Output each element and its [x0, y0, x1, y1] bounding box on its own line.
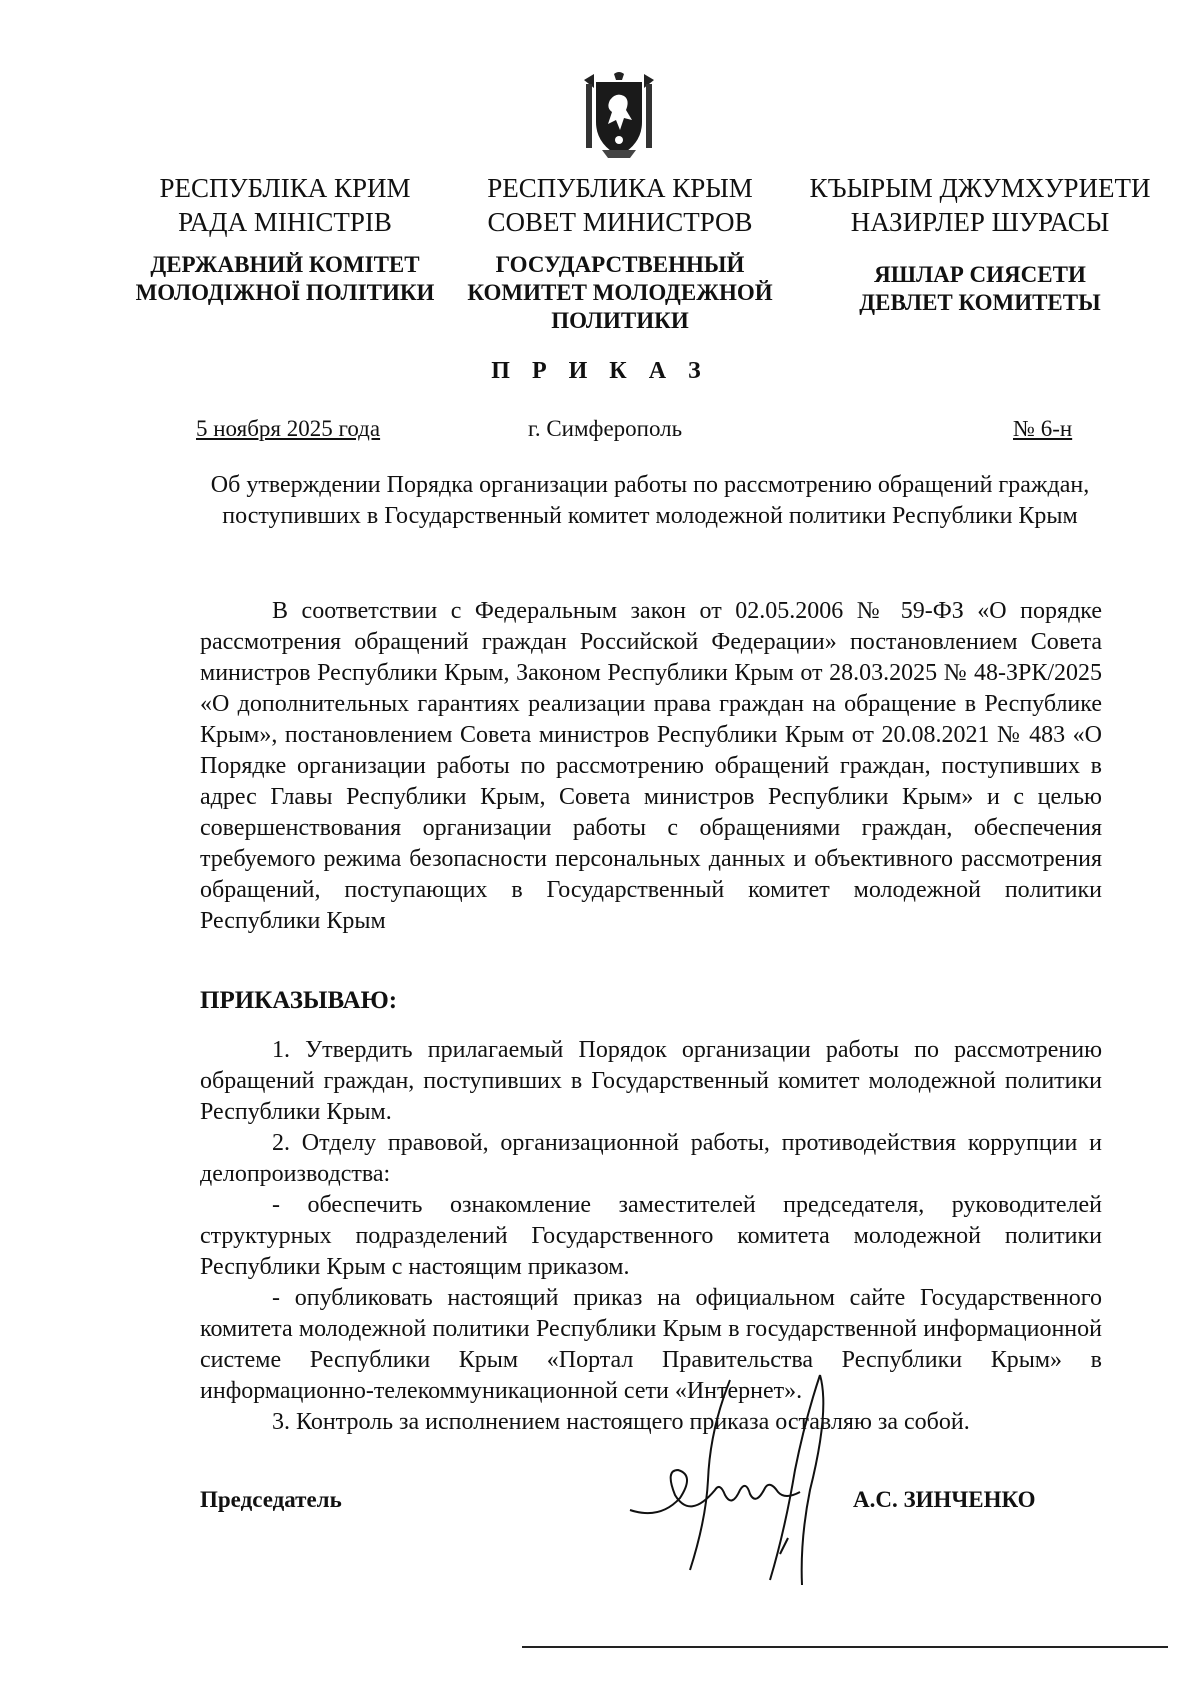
order-item: 3. Контроль за исполнением настоящего приказа оставляю за собой.: [272, 1409, 970, 1435]
header-column-ru: [455, 171, 785, 335]
document-date: 5 ноября 2025 года: [196, 416, 381, 441]
handwritten-signature-icon: [620, 1370, 880, 1600]
document-subject: Об утверждении Порядка организации работы по рассмотрению обращений граждан, поступивших в Государственный комитет молодежной политики Республики Крым: [210, 472, 1090, 529]
signer-name: А.С. ЗИНЧЕНКО: [853, 1487, 1036, 1512]
document-city: г. Симферополь: [528, 416, 683, 441]
header-column-ua: [120, 171, 450, 307]
preamble-text: В соответствии с Федеральным закон от 02.05.2006 № 59-ФЗ «О порядке рассмотрения обращений граждан Российской Федерации» постановлением Совета министров Республики Крым, Законом Республики Крым от 28.03.2025 № 48-ЗРК/2025 «О дополнительных гарантиях реализации права граждан на обращение в Республике Крым», постановлением Совета министров Республики Крым от 20.08.2021 № 483 «О Порядке организации работы по рассмотрению обращений граждан, поступивших в адрес Главы Республики Крым, Совета министров Республики Крым» и с целью совершенствования организации работы с обращениями граждан, обеспечения требуемого режима безопасности персональных данных и объективного рассмотрения обращений, поступающих в Государственный комитет молодежной политики Республики Крым: [200, 598, 1102, 934]
agency-name-ru: ГОСУДАРСТВЕННЫЙ КОМИТЕТ МОЛОДЕЖНОЙ ПОЛИТИКИ: [467, 252, 773, 333]
signer-title: Председатель: [200, 1487, 342, 1512]
header-column-crh: [790, 171, 1170, 317]
crimea-coat-of-arms-icon: [580, 70, 658, 162]
preamble-paragraph: [200, 596, 1102, 937]
agency-name-crh: ЯШЛАР СИЯСЕТИ ДЕВЛЕТ КОМИТЕТЫ: [859, 262, 1101, 315]
document-type-title: П Р И К А З: [491, 358, 709, 384]
order-subitem: - обеспечить ознакомление заместителей председателя, руководителей структурных подразделений Государственного комитета молодежной политики Республики Крым с настоящим приказом.: [200, 1192, 1102, 1280]
state-name-ru: РЕСПУБЛИКА КРЫМ СОВЕТ МИНИСТРОВ: [487, 173, 753, 237]
agency-name-ua: ДЕРЖАВНИЙ КОМІТЕТ МОЛОДІЖНОЇ ПОЛІТИКИ: [135, 252, 435, 305]
order-item: 2. Отделу правовой, организационной работы, противодействия коррупции и делопроизводства:: [200, 1130, 1102, 1187]
order-item: 1. Утвердить прилагаемый Порядок организации работы по рассмотрению обращений граждан, поступивших в Государственный комитет молодежной политики Республики Крым.: [200, 1037, 1102, 1125]
state-name-crh: КЪЫРЫМ ДЖУМХУРИЕТИ НАЗИРЛЕР ШУРАСЫ: [809, 173, 1151, 237]
document-number: № 6-н: [1013, 416, 1073, 441]
state-name-ua: РЕСПУБЛІКА КРИМ РАДА МІНІСТРІВ: [159, 173, 411, 237]
bottom-rule: [522, 1646, 1168, 1648]
directive-heading: ПРИКАЗЫВАЮ:: [200, 987, 398, 1014]
order-subitem: - опубликовать настоящий приказ на официальном сайте Государственного комитета молодежной политики Республики Крым в государственной информационной системе Республики Крым «Портал Правительства Республики Крым» в информационно-телекоммуникационной сети «Интернет».: [200, 1285, 1102, 1404]
